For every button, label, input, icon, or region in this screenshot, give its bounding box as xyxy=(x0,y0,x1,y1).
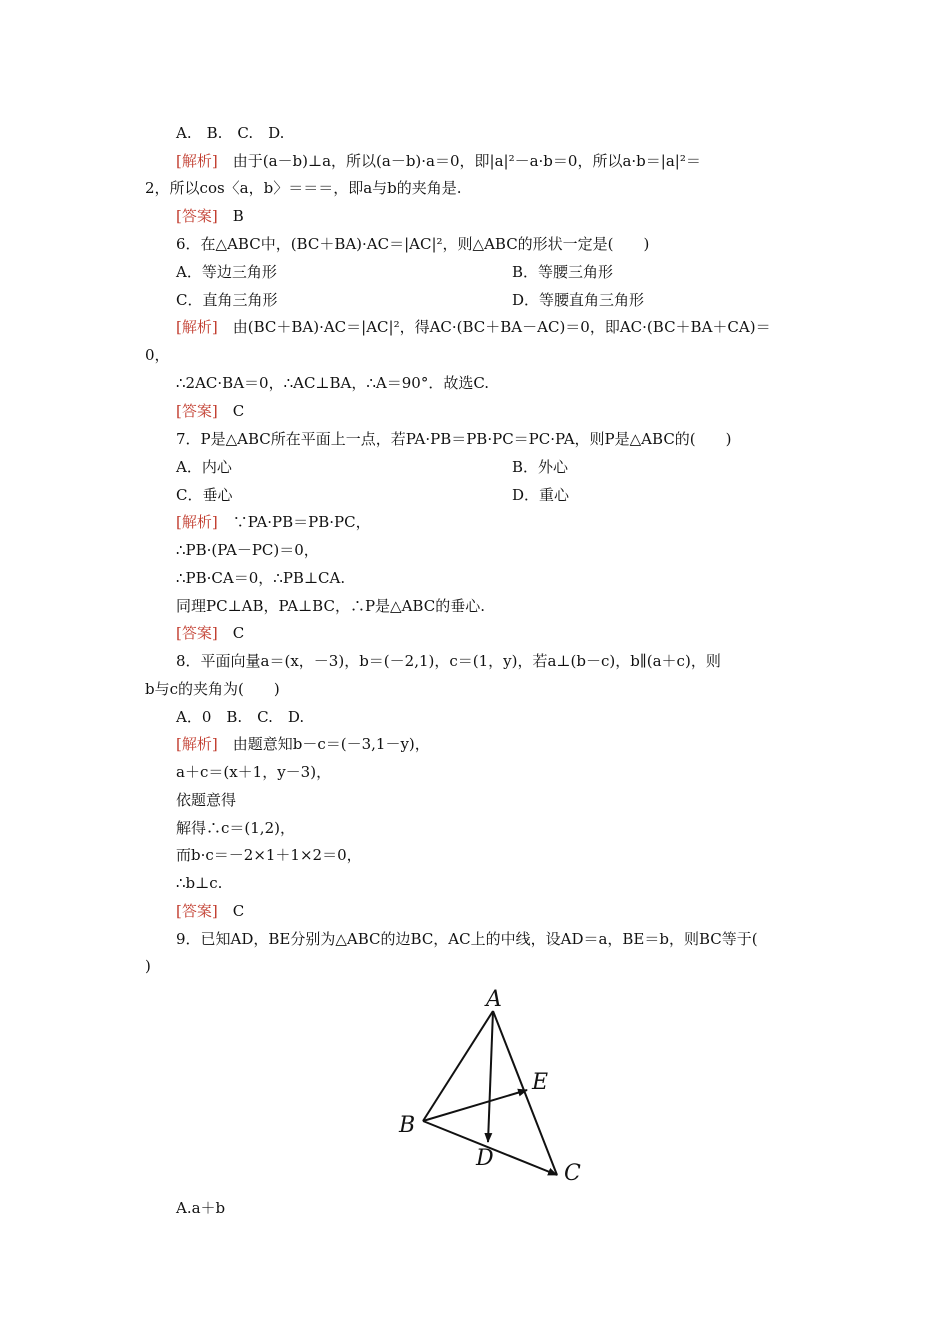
analysis-text: 由于(a－b)⊥a，所以(a－b)·a＝0，即|a|²－a·b＝0，所以a·b＝|a|²＝ xyxy=(232,152,701,170)
label-b: B xyxy=(399,1113,416,1138)
analysis-tag: [解析] xyxy=(176,152,218,170)
label-c: C xyxy=(564,1161,581,1185)
triangle-figure xyxy=(390,985,600,1185)
analysis-tag: [解析] xyxy=(176,513,218,531)
q7-option-b: B．外心 xyxy=(512,458,569,476)
analysis-6-line-2: 0， xyxy=(145,346,170,364)
answer-tag: [答案] xyxy=(176,402,218,420)
analysis-7-line-4: 同理PC⊥AB，PA⊥BC，∴P是△ABC的垂心. xyxy=(176,597,485,615)
answer-tag: [答案] xyxy=(176,207,218,225)
question-8-line-2: b与c的夹角为( ) xyxy=(145,680,280,698)
analysis-8-line-2: a＋c＝(x＋1，y－3)， xyxy=(176,763,332,781)
answer-tag: [答案] xyxy=(176,624,218,642)
q7-option-a: A．内心 xyxy=(176,458,232,476)
q7-option-c: C．垂心 xyxy=(176,486,233,504)
analysis-5-line-1 xyxy=(176,151,701,171)
q8-options: A．0 B. C. D. xyxy=(176,708,305,726)
analysis-8-line-4: 解得∴c＝(1,2)， xyxy=(176,819,295,837)
analysis-8-line-6: ∴b⊥c. xyxy=(176,874,223,892)
analysis-7-line-1 xyxy=(176,512,371,532)
answer-value: C xyxy=(232,402,245,420)
question-7: 7．P是△ABC所在平面上一点，若PA·PB＝PB·PC＝PC·PA，则P是△ABC的( ) xyxy=(176,430,732,448)
analysis-text: 由(BC＋BA)·AC＝|AC|²，得AC·(BC＋BA－AC)＝0，即AC·(BC＋BA＋CA)＝ xyxy=(232,318,771,336)
label-e: E xyxy=(532,1070,549,1095)
analysis-7-line-2: ∴PB·(PA－PC)＝0， xyxy=(176,541,319,559)
analysis-6-line-1 xyxy=(176,317,771,337)
q6-option-a: A．等边三角形 xyxy=(176,263,277,281)
q6-option-d: D．等腰直角三角形 xyxy=(512,291,645,309)
q6-option-c: C．直角三角形 xyxy=(176,291,278,309)
answer-6 xyxy=(176,401,244,421)
analysis-tag: [解析] xyxy=(176,318,218,336)
analysis-7-line-3: ∴PB·CA＝0，∴PB⊥CA. xyxy=(176,569,346,587)
answer-value: C xyxy=(232,902,245,920)
question-8-line-1: 8．平面向量a＝(x，－3)，b＝(－2,1)，c＝(1，y)，若a⊥(b－c)，b∥(a＋c)，则 xyxy=(176,652,721,670)
analysis-text: ∵PA·PB＝PB·PC， xyxy=(232,513,371,531)
answer-7 xyxy=(176,623,244,643)
label-a: A xyxy=(486,987,502,1012)
q7-option-d: D．重心 xyxy=(512,486,570,504)
q5-options: A. B. C. D. xyxy=(176,124,285,142)
answer-value: C xyxy=(232,624,245,642)
analysis-text: 由题意知b－c＝(－3,1－y)， xyxy=(232,735,430,753)
q9-option-a: A.a＋b xyxy=(176,1199,226,1217)
analysis-8-line-5: 而b·c＝－2×1＋1×2＝0， xyxy=(176,846,362,864)
side-ab xyxy=(423,1011,493,1121)
question-9-line-1: 9．已知AD，BE分别为△ABC的边BC，AC上的中线，设AD＝a，BE＝b，则BC等于( xyxy=(176,930,758,948)
answer-8 xyxy=(176,901,244,921)
q6-option-b: B．等腰三角形 xyxy=(512,263,614,281)
answer-tag: [答案] xyxy=(176,902,218,920)
answer-value: B xyxy=(232,207,244,225)
label-d: D xyxy=(476,1146,494,1171)
question-6: 6．在△ABC中，(BC＋BA)·AC＝|AC|²，则△ABC的形状一定是( ) xyxy=(176,235,650,253)
analysis-5-line-2: 2，所以cos〈a，b〉＝＝＝，即a与b的夹角是. xyxy=(145,179,462,197)
question-9-line-2: ) xyxy=(145,957,151,975)
analysis-8-line-1 xyxy=(176,734,430,754)
analysis-6-line-3: ∴2AC·BA＝0，∴AC⊥BA，∴A＝90°．故选C. xyxy=(176,374,490,392)
analysis-8-line-3: 依题意得 xyxy=(176,791,237,809)
vector-ad xyxy=(488,1011,493,1142)
analysis-tag: [解析] xyxy=(176,735,218,753)
answer-5 xyxy=(176,206,244,226)
